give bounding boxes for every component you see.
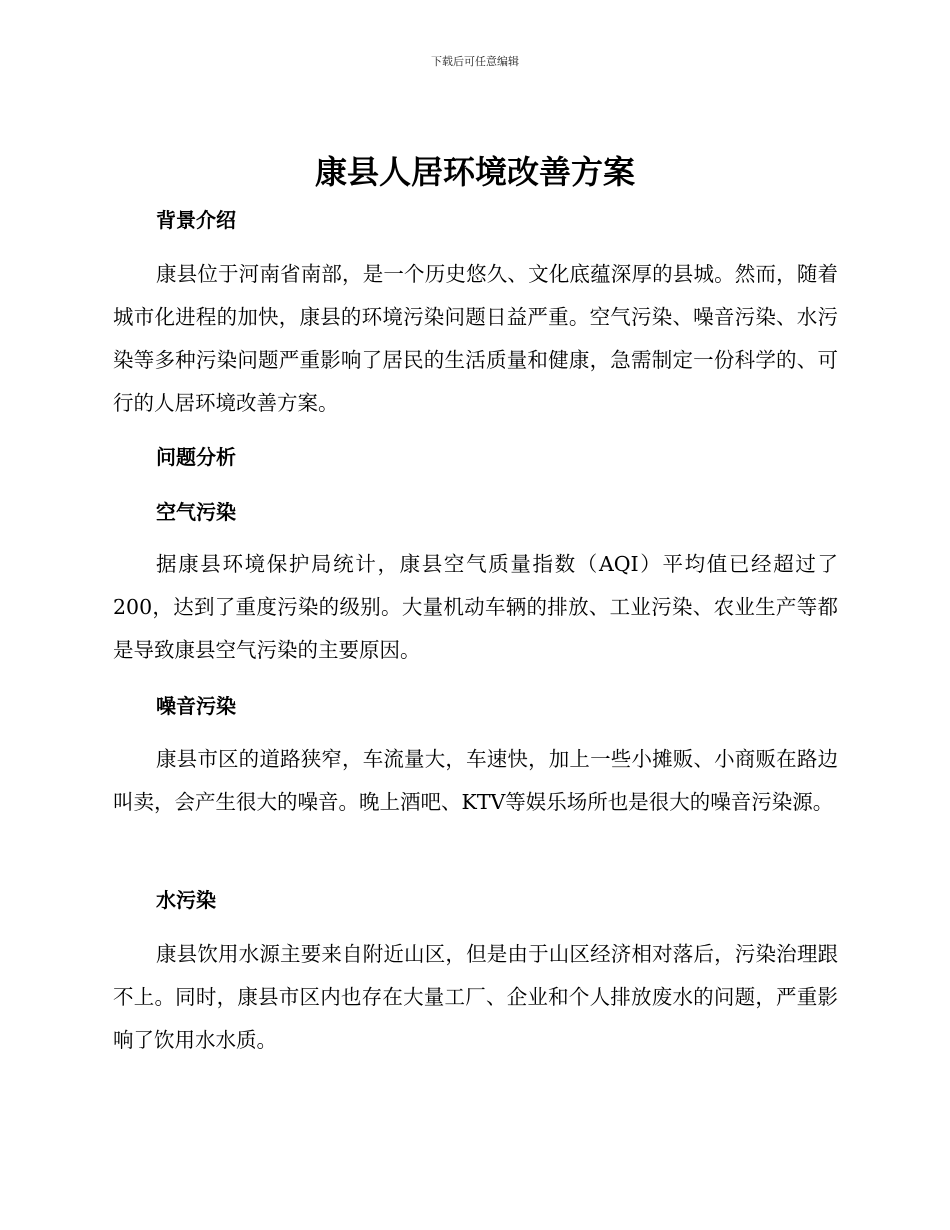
section-heading-noise-pollution: 噪音污染 (156, 694, 236, 718)
paragraph-background: 康县位于河南省南部，是一个历史悠久、文化底蕴深厚的县城。然而，随着城市化进程的加快，康县的环境污染问题日益严重。空气污染、噪音污染、水污染等多种污染问题严重影响了居民的生活质量和健康，急需制定一份科学的、可行的人居环境改善方案。 (113, 262, 838, 415)
document-title: 康县人居环境改善方案 (314, 153, 635, 191)
paragraph-water-pollution: 康县饮用水源主要来自附近山区，但是由于山区经济相对落后，污染治理跟不上。同时，康县市区内也存在大量工厂、企业和个人排放废水的问题，严重影响了饮用水水质。 (113, 942, 838, 1052)
section-heading-problem-analysis: 问题分析 (156, 445, 236, 469)
paragraph-air-pollution: 据康县环境保护局统计，康县空气质量指数（AQI）平均值已经超过了200，达到了重度污染的级别。大量机动车辆的排放、工业污染、农业生产等都是导致康县空气污染的主要原因。 (113, 552, 838, 662)
section-heading-air-pollution: 空气污染 (156, 500, 236, 524)
paragraph-noise-pollution: 康县市区的道路狭窄，车流量大，车速快，加上一些小摊贩、小商贩在路边叫卖，会产生很大的噪音。晚上酒吧、KTV等娱乐场所也是很大的噪音污染源。 (113, 747, 838, 814)
page-header: 下载后可任意编辑 (431, 55, 519, 68)
section-heading-water-pollution: 水污染 (156, 888, 216, 912)
section-heading-background: 背景介绍 (156, 208, 236, 232)
